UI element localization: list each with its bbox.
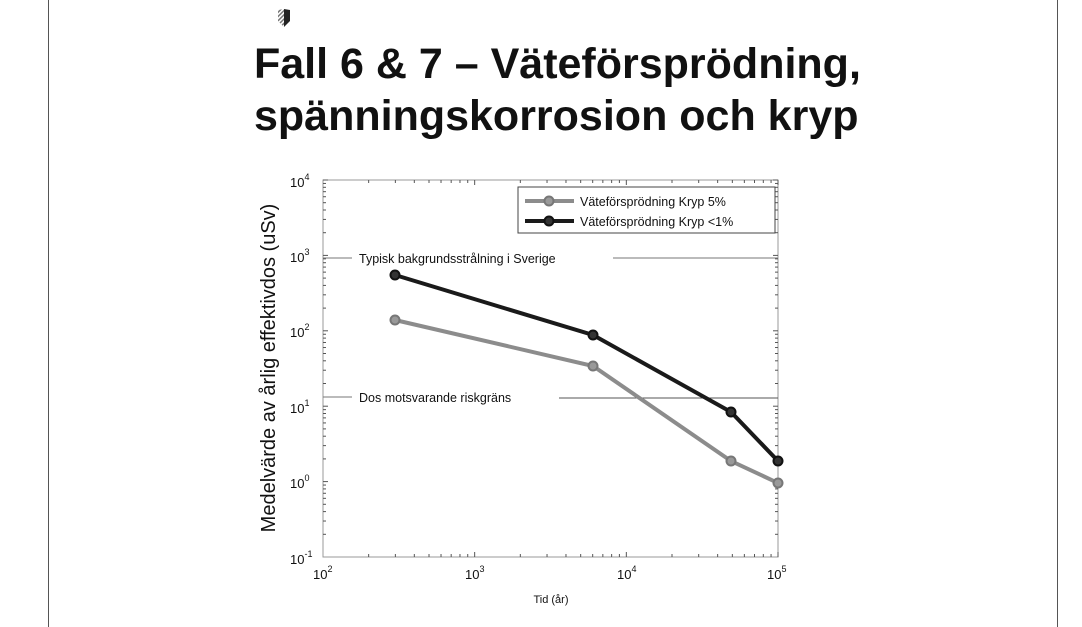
x-axis-label: Tid (år) <box>533 594 569 606</box>
svg-text:102: $10^2$ <box>290 322 310 340</box>
series-kryp-lt1 <box>391 271 783 466</box>
svg-text:10-1: $10^{-1}$ <box>290 549 313 567</box>
y-axis-label: Medelvärde av årlig effektivdos (uSv) <box>258 203 280 533</box>
svg-text:104: $10^4$ <box>290 172 310 190</box>
legend-label-kryp-5: Väteförsprödning Kryp 5% <box>580 195 726 209</box>
svg-text:100: $10^0$ <box>290 473 310 491</box>
svg-text:104: $10^4$ <box>617 564 637 582</box>
reference-label-background: Typisk bakgrundsstrålning i Sverige <box>359 252 556 266</box>
title-line-2: spänningskorrosion och kryp <box>254 92 859 140</box>
x-tick-labels <box>313 564 786 582</box>
title-line-1: Fall 6 & 7 – Väteförsprödning, <box>254 40 861 88</box>
minor-ticks <box>323 180 778 557</box>
svg-text:102: $10^2$ <box>313 564 333 582</box>
legend-label-kryp-lt1: Väteförsprödning Kryp <1% <box>580 215 734 229</box>
svg-text:105: $10^5$ <box>767 564 787 582</box>
svg-text:103: $10^3$ <box>465 564 485 582</box>
reference-label-risk: Dos motsvarande riskgräns <box>359 391 512 405</box>
plot-area <box>323 180 778 557</box>
legend <box>518 187 775 233</box>
svg-text:101: $10^1$ <box>290 398 310 416</box>
svg-text:103: $10^3$ <box>290 247 310 265</box>
reference-line-background <box>323 252 778 266</box>
y-tick-labels <box>290 172 312 567</box>
